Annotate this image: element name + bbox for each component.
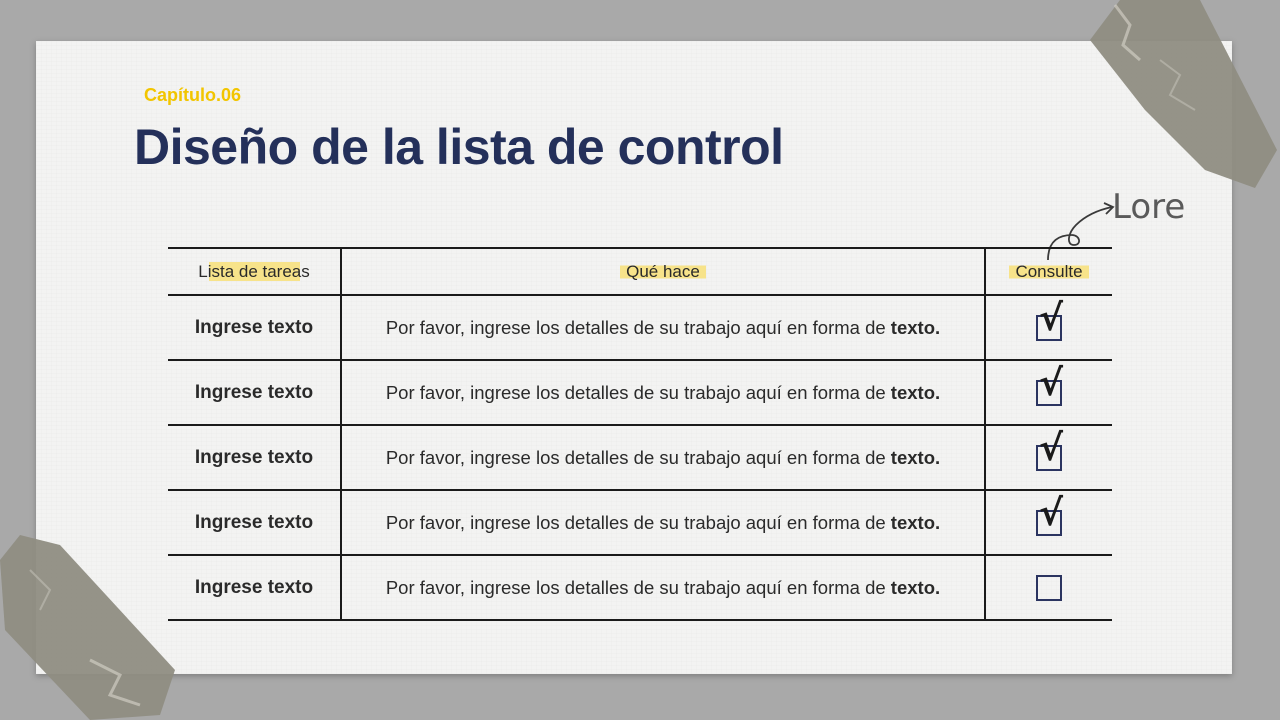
check-mark-icon: √ [1039,362,1064,404]
table-row [168,360,1112,425]
check-cell [985,295,1112,360]
table-row [168,295,1112,360]
check-cell [985,360,1112,425]
desc-main: Por favor, ingrese los detalles de su trabajo aquí en forma de [385,316,886,338]
column-header-what-label: Qué hace [620,262,706,281]
page-title: Diseño de la lista de control [134,119,784,175]
table-header-row [168,248,1112,295]
desc-main: Por favor, ingrese los detalles de su trabajo aquí en forma de [385,576,886,598]
checkbox[interactable] [1036,575,1062,601]
desc-bold: texto. [890,576,941,598]
check-cell [985,425,1112,490]
table-row [168,555,1112,620]
check-mark-icon: √ [1039,492,1064,534]
column-header-tasks-label: Lista de tareas [198,261,310,281]
task-cell [168,295,341,360]
checklist-table [168,247,1112,621]
task-cell [168,555,341,620]
check-mark-icon: √ [1039,427,1064,469]
column-header-check-label: Consulte [1009,262,1088,281]
desc-main: Por favor, ingrese los detalles de su trabajo aquí en forma de [385,381,886,403]
desc-bold: texto. [890,381,941,403]
desc-text [386,447,940,468]
column-header-what [341,248,985,295]
check-cell [985,555,1112,620]
handwritten-annotation: Lore [1112,187,1186,227]
checkbox[interactable] [1036,362,1064,406]
task-cell [168,425,341,490]
desc-text [386,577,940,598]
table-row [168,490,1112,555]
column-header-check [985,248,1112,295]
desc-main: Por favor, ingrese los detalles de su trabajo aquí en forma de [385,446,886,468]
desc-cell [341,490,985,555]
task-text: Ingrese texto [194,576,314,598]
desc-bold: texto. [890,446,941,468]
task-text: Ingrese texto [194,446,314,468]
task-text: Ingrese texto [194,511,314,533]
tape-top-right-icon [1085,0,1280,190]
desc-cell [341,425,985,490]
table-row [168,425,1112,490]
checkbox[interactable] [1036,297,1064,341]
chapter-label: Capítulo.06 [144,85,242,105]
task-cell [168,490,341,555]
column-header-tasks [168,248,341,295]
checkbox[interactable] [1036,427,1064,471]
task-cell [168,360,341,425]
desc-text [386,382,940,403]
desc-bold: texto. [890,511,941,533]
desc-cell [341,555,985,620]
desc-main: Por favor, ingrese los detalles de su trabajo aquí en forma de [385,511,886,533]
checkbox[interactable] [1036,492,1064,536]
check-cell [985,490,1112,555]
desc-text [386,317,940,338]
desc-cell [341,360,985,425]
desc-cell [341,295,985,360]
task-text: Ingrese texto [194,316,314,338]
desc-bold: texto. [890,316,941,338]
task-text: Ingrese texto [194,381,314,403]
check-mark-icon: √ [1039,297,1064,339]
tape-bottom-left-icon [0,530,180,720]
desc-text [386,512,940,533]
